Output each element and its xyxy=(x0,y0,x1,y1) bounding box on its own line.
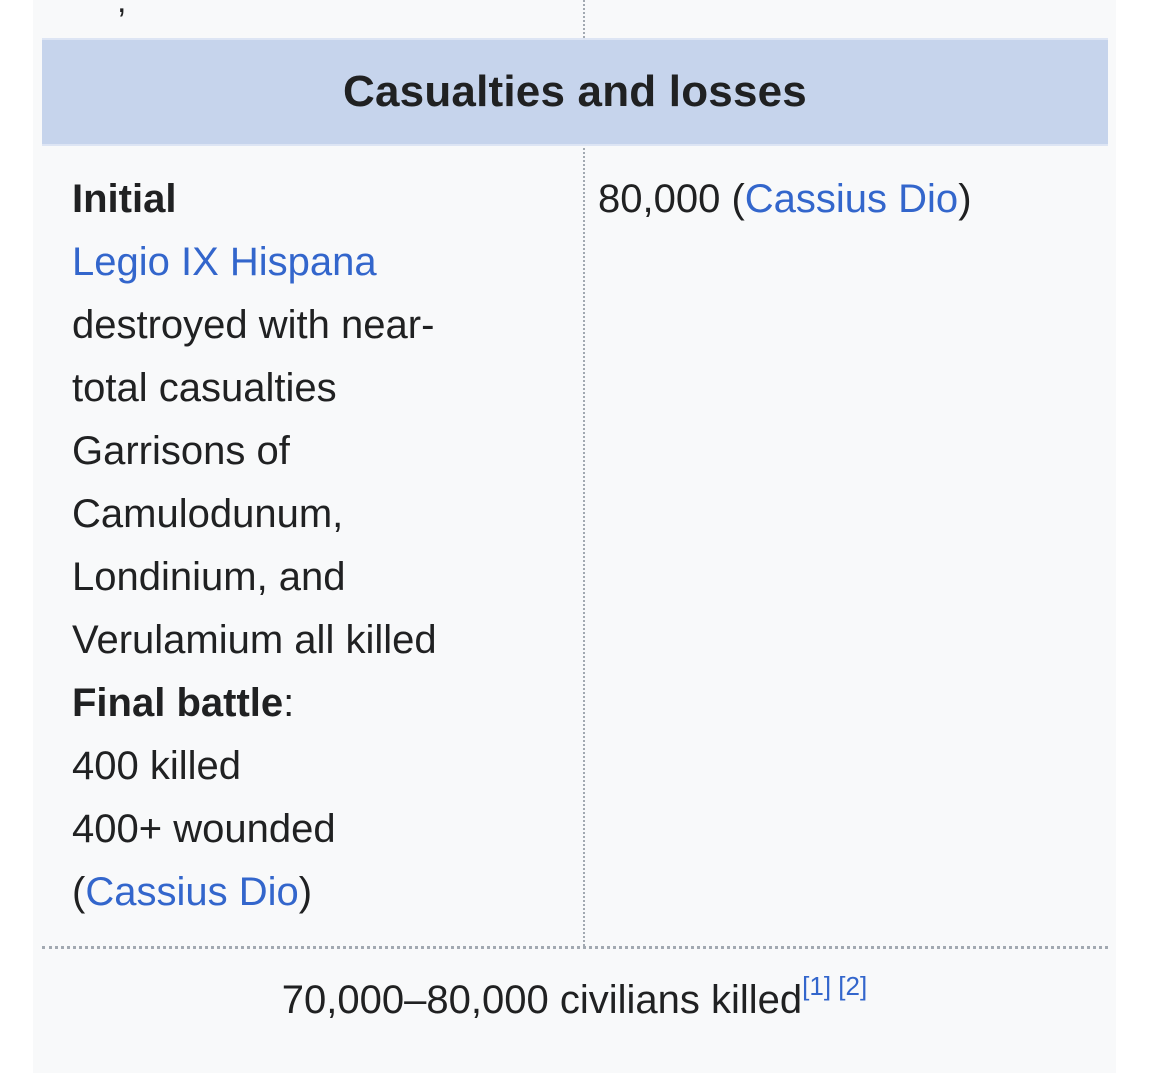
casualty-value: 80,000 ( xyxy=(598,177,745,221)
column-divider xyxy=(583,148,585,946)
roman-side-casualties xyxy=(598,168,1098,231)
casualties-row xyxy=(42,148,1108,946)
infobox xyxy=(33,0,1116,1073)
reference-1-link[interactable]: [1] xyxy=(802,971,832,1001)
legio-ix-hispana-link[interactable]: Legio IX Hispana xyxy=(72,240,377,284)
legion-desc-line1: destroyed with near- xyxy=(72,303,435,347)
garrisons-line4: Verulamium all killed xyxy=(72,618,437,662)
legion-desc-line2: total casualties xyxy=(72,366,337,410)
reference-2-link[interactable]: [2] xyxy=(838,971,868,1001)
initial-heading: Initial xyxy=(72,177,177,221)
column-divider-top xyxy=(583,0,585,38)
paren-open: ( xyxy=(72,870,86,914)
previous-row-fragment xyxy=(33,0,1116,38)
paren-close-right: ) xyxy=(958,177,972,221)
final-battle-colon: : xyxy=(283,681,295,725)
row-separator xyxy=(42,946,1108,949)
cassius-dio-link-right[interactable]: Cassius Dio xyxy=(744,177,959,221)
paren-close: ) xyxy=(298,870,313,914)
cassius-dio-link-left[interactable]: Cassius Dio xyxy=(85,870,299,914)
garrisons-line2: Camulodunum, xyxy=(72,492,344,536)
final-battle-heading: Final battle xyxy=(72,681,284,725)
killed-count: 400 killed xyxy=(72,744,242,788)
garrisons-line1: Garrisons of xyxy=(72,429,290,473)
rebel-side-casualties xyxy=(72,168,572,924)
civilian-casualties-text: 70,000–80,000 civilians killed xyxy=(281,978,803,1022)
clipped-text: , xyxy=(117,0,127,20)
civilian-casualties xyxy=(33,960,1116,1040)
section-title: Casualties and losses xyxy=(343,67,807,116)
wounded-count: 400+ wounded xyxy=(72,807,336,851)
garrisons-line3: Londinium, and xyxy=(72,555,346,599)
section-header xyxy=(42,38,1108,146)
